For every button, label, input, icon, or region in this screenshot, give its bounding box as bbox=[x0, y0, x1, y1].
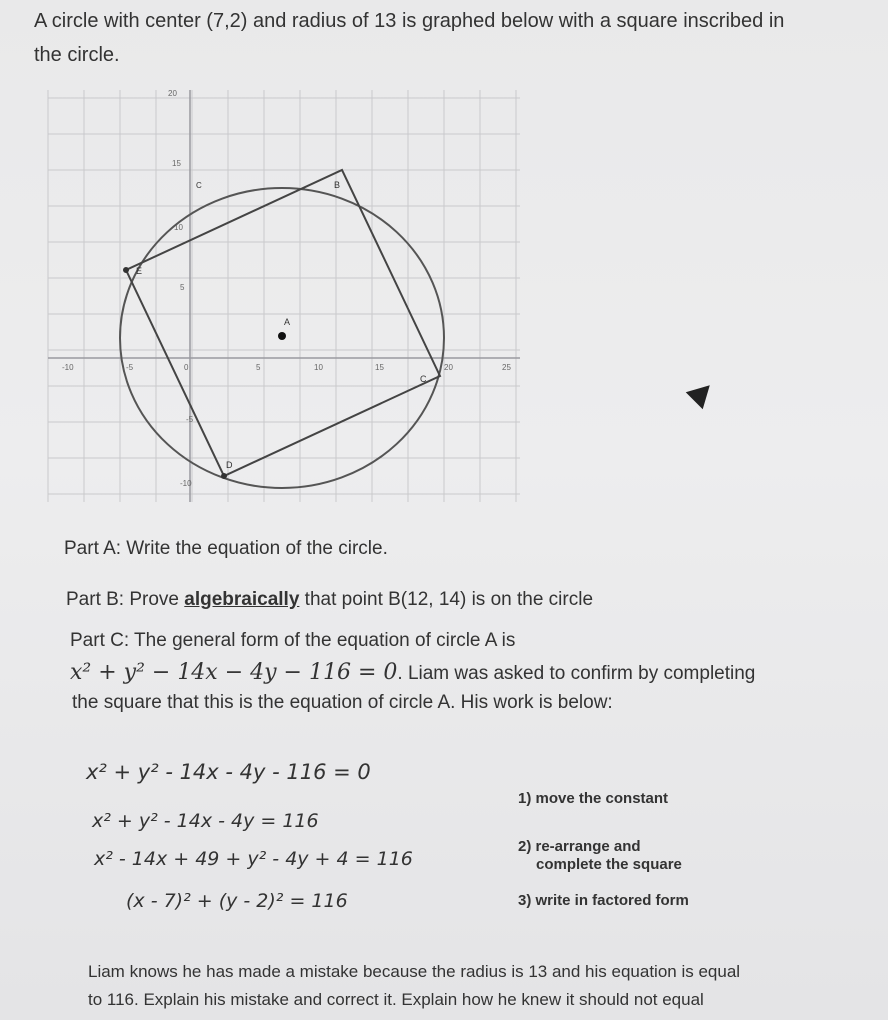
part-c-line-2-suffix: . Liam was asked to confirm by completing bbox=[397, 663, 756, 684]
point-d-dot bbox=[221, 473, 227, 479]
x-tick-labels bbox=[62, 363, 511, 372]
step-3: 3) write in factored form bbox=[518, 892, 689, 909]
y-tick: 15 bbox=[172, 159, 181, 168]
inscribed-square bbox=[126, 170, 440, 476]
point-label-c: C bbox=[420, 374, 427, 384]
footer-text bbox=[88, 958, 740, 1014]
point-e-dot bbox=[123, 267, 129, 273]
x-tick: 25 bbox=[502, 363, 511, 372]
y-tick: 10 bbox=[174, 223, 183, 232]
part-b-suffix: that point B(12, 14) is on the circle bbox=[299, 589, 594, 610]
part-c-line-2 bbox=[70, 660, 755, 685]
part-b-prefix: Part B: Prove bbox=[66, 589, 185, 610]
x-tick: 15 bbox=[375, 363, 384, 372]
circle-graph bbox=[20, 78, 540, 518]
x-tick: -10 bbox=[62, 363, 74, 372]
x-tick: 5 bbox=[256, 363, 261, 372]
x-tick: -5 bbox=[126, 363, 134, 372]
intro-line-2: the circle. bbox=[34, 44, 120, 66]
point-label-a: A bbox=[284, 317, 291, 327]
point-label-c-axis: C bbox=[196, 181, 202, 190]
intro-text bbox=[34, 4, 784, 72]
x-tick: 0 bbox=[184, 363, 189, 372]
point-label-d: D bbox=[226, 460, 233, 470]
intro-line-1: A circle with center (7,2) and radius of 13 is graphed below with a square inscribed in bbox=[34, 10, 785, 32]
step-2b: complete the square bbox=[536, 856, 682, 873]
y-tick: 20 bbox=[168, 89, 177, 98]
footer-line-1: Liam knows he has made a mistake because the radius is 13 and his equation is equal bbox=[88, 962, 741, 981]
part-b-underlined: algebraically bbox=[184, 589, 300, 610]
point-label-e: E bbox=[136, 266, 143, 276]
general-form-equation: x² + y² − 14x − 4y − 116 = 0 bbox=[70, 660, 398, 685]
x-tick: 20 bbox=[444, 363, 453, 372]
part-b bbox=[66, 589, 593, 611]
mouse-cursor-icon bbox=[686, 377, 719, 410]
y-tick: 5 bbox=[180, 283, 185, 292]
part-a: Part A: Write the equation of the circle. bbox=[64, 538, 388, 559]
part-c-line-1: Part C: The general form of the equation of circle A is bbox=[70, 630, 516, 651]
y-tick: -5 bbox=[186, 415, 194, 424]
work-line-3: x² - 14x + 49 + y² - 4y + 4 = 116 bbox=[94, 848, 413, 870]
step-2a: 2) re-arrange and bbox=[518, 838, 641, 855]
y-tick: -10 bbox=[180, 479, 192, 488]
x-tick: 10 bbox=[314, 363, 323, 372]
work-line-4: (x - 7)² + (y - 2)² = 116 bbox=[126, 890, 348, 912]
work-line-2: x² + y² - 14x - 4y = 116 bbox=[92, 810, 319, 832]
step-1: 1) move the constant bbox=[518, 790, 669, 807]
footer-line-2: to 116. Explain his mistake and correct it. Explain how he knew it should not equal bbox=[88, 990, 704, 1009]
work-line-1: x² + y² - 14x - 4y - 116 = 0 bbox=[86, 760, 371, 784]
grid bbox=[48, 90, 520, 502]
point-label-b: B bbox=[334, 180, 341, 190]
point-a-dot bbox=[278, 332, 286, 340]
part-c-line-3: the square that this is the equation of circle A. His work is below: bbox=[72, 692, 613, 713]
